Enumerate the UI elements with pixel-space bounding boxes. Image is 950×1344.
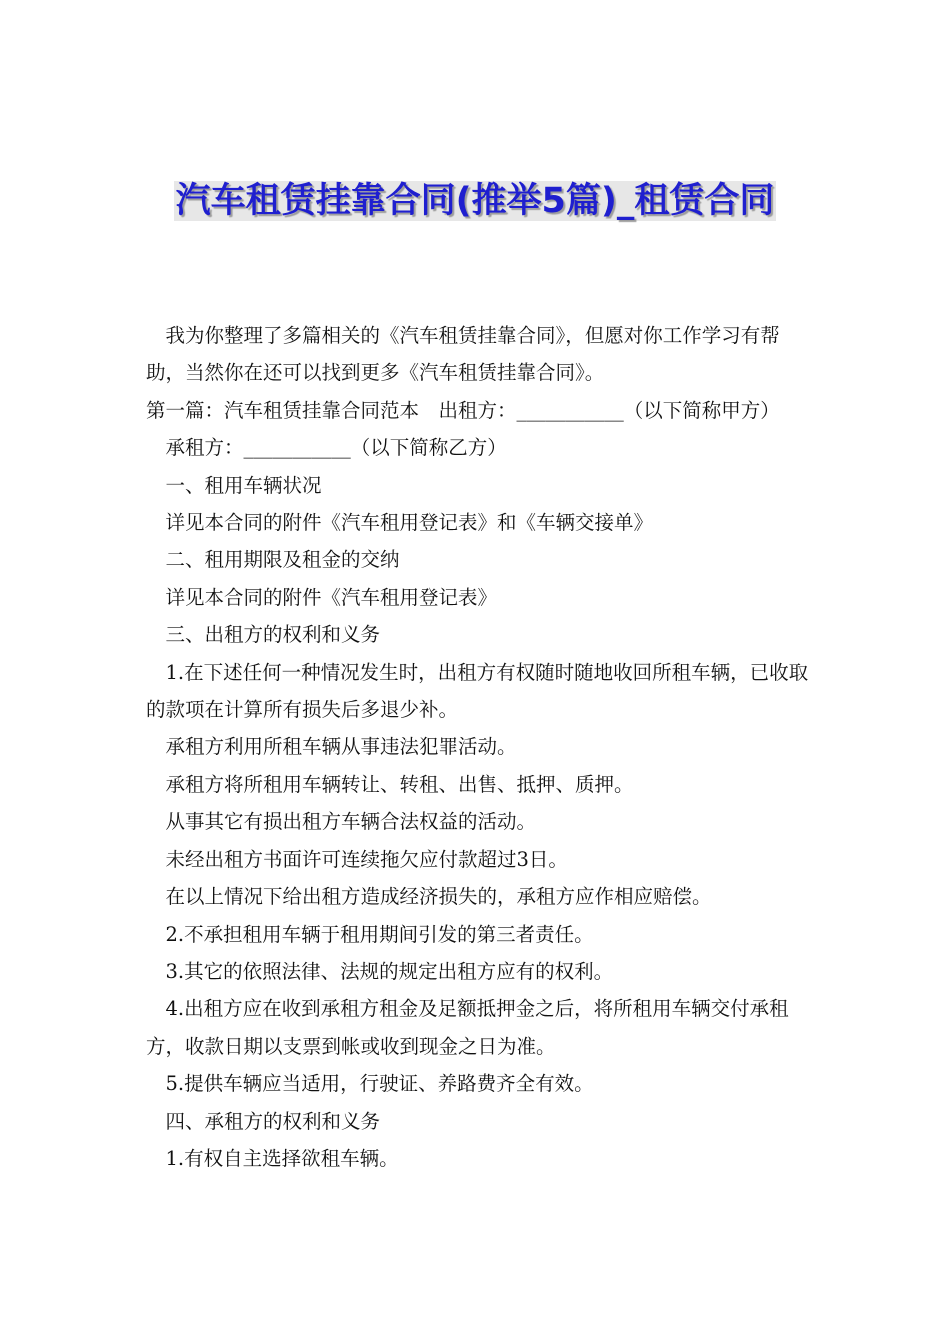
clause: 4.出租方应在收到承租方租金及足额抵押金之后，将所租用车辆交付承租方，收款日期以支票到帐或收到现金之日为准。 xyxy=(146,997,789,1058)
section-heading: 四、承租方的权利和义务 xyxy=(165,1109,381,1133)
document-body xyxy=(146,317,812,1177)
paragraph: 承租方将所租用车辆转让、转租、出售、抵押、质押。 xyxy=(165,772,634,796)
document-title xyxy=(140,176,810,226)
paragraph: 详见本合同的附件《汽车租用登记表》 xyxy=(165,585,498,609)
paragraph: 在以上情况下给出租方造成经济损失的，承租方应作相应赔偿。 xyxy=(165,885,712,909)
section-heading: 一、租用车辆状况 xyxy=(165,473,322,497)
lessee-line: 承租方：___________（以下简称乙方） xyxy=(165,436,507,460)
section-heading: 二、租用期限及租金的交纳 xyxy=(165,548,400,572)
paragraph: 未经出租方书面许可连续拖欠应付款超过3日。 xyxy=(165,847,568,871)
section-heading: 三、出租方的权利和义务 xyxy=(165,623,381,647)
part-one-heading: 第一篇：汽车租赁挂靠合同范本 出租方：___________（以下简称甲方） xyxy=(146,398,780,422)
clause: 2.不承担租用车辆于租用期间引发的第三者责任。 xyxy=(165,922,594,946)
clause: 5.提供车辆应当适用，行驶证、养路费齐全有效。 xyxy=(165,1072,594,1096)
clause: 3.其它的依照法律、法规的规定出租方应有的权利。 xyxy=(165,959,614,983)
document-title-text: 汽车租赁挂靠合同(推举5篇)_租赁合同 xyxy=(175,181,775,221)
paragraph: 从事其它有损出租方车辆合法权益的活动。 xyxy=(165,810,537,834)
intro-paragraph: 我为你整理了多篇相关的《汽车租赁挂靠合同》，但愿对你工作学习有帮助，当然你在还可以找到更多《汽车租赁挂靠合同》。 xyxy=(146,324,780,385)
clause: 1.有权自主选择欲租车辆。 xyxy=(165,1146,399,1170)
paragraph: 详见本合同的附件《汽车租用登记表》和《车辆交接单》 xyxy=(165,511,654,535)
paragraph: 承租方利用所租车辆从事违法犯罪活动。 xyxy=(165,735,517,759)
clause: 1.在下述任何一种情况发生时，出租方有权随时随地收回所租车辆，已收取的款项在计算所有损失后多退少补。 xyxy=(146,660,809,722)
